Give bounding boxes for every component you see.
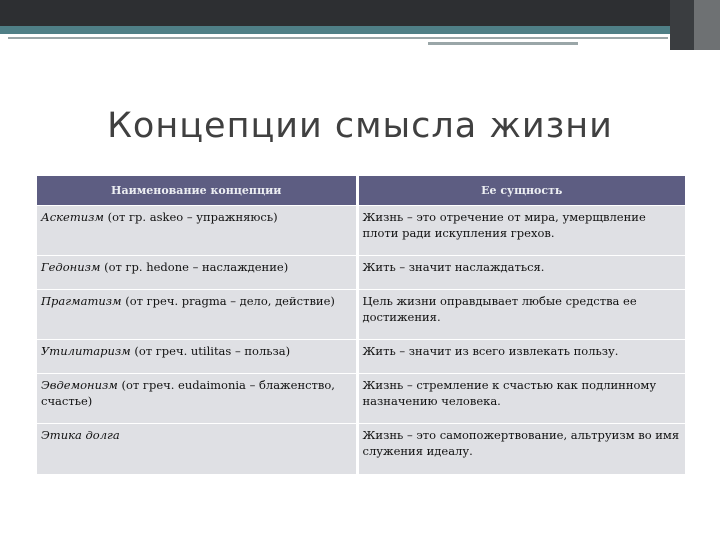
- concept-cell: [37, 290, 357, 340]
- accent-line: [8, 37, 668, 39]
- concept-origin: (от гр. askeo – упражняюсь): [103, 210, 278, 224]
- concept-origin: (от греч. utilitas – польза): [130, 344, 291, 358]
- concepts-table: [37, 176, 685, 474]
- table-header-row: [37, 176, 685, 206]
- concept-cell: [37, 256, 357, 290]
- top-decoration-bar: [0, 0, 720, 26]
- concept-name: Прагматизм: [41, 294, 122, 308]
- concept-origin: (от гр. hedone – наслаждение): [100, 260, 289, 274]
- concept-name: Гедонизм: [41, 260, 101, 274]
- table-row: [37, 374, 685, 424]
- table-row: [37, 424, 685, 474]
- header-concept-name: Наименование концепции: [37, 176, 357, 206]
- essence-cell: Жизнь – это отречение от мира, умерщвление плоти ради искупления грехов.: [357, 206, 685, 256]
- concept-cell: [37, 206, 357, 256]
- concept-name: Аскетизм: [41, 210, 104, 224]
- concept-cell: [37, 424, 357, 474]
- essence-cell: Жизнь – стремление к счастью как подлинному назначению человека.: [357, 374, 685, 424]
- concept-name: Этика долга: [41, 428, 120, 442]
- table-row: [37, 340, 685, 374]
- concept-name: Эвдемонизм: [41, 378, 118, 392]
- concept-cell: [37, 340, 357, 374]
- essence-cell: Цель жизни оправдывает любые средства ее достижения.: [357, 290, 685, 340]
- concept-origin: (от греч. eudaimonia – блаженство, счастье): [41, 378, 335, 408]
- table-row: [37, 206, 685, 256]
- essence-cell: Жить – значит из всего извлекать пользу.: [357, 340, 685, 374]
- concept-origin: (от греч. pragma – дело, действие): [121, 294, 335, 308]
- table-row: [37, 290, 685, 340]
- accent-line-short: [428, 42, 578, 45]
- corner-decoration-light: [694, 0, 720, 50]
- concept-cell: [37, 374, 357, 424]
- table-row: [37, 256, 685, 290]
- essence-cell: Жить – значит наслаждаться.: [357, 256, 685, 290]
- slide-title: Концепции смысла жизни: [107, 106, 613, 146]
- top-accent-stripe: [0, 26, 720, 34]
- concept-name: Утилитаризм: [41, 344, 131, 358]
- essence-cell: Жизнь – это самопожертвование, альтруизм во имя служения идеалу.: [357, 424, 685, 474]
- header-essence: Ее сущность: [357, 176, 685, 206]
